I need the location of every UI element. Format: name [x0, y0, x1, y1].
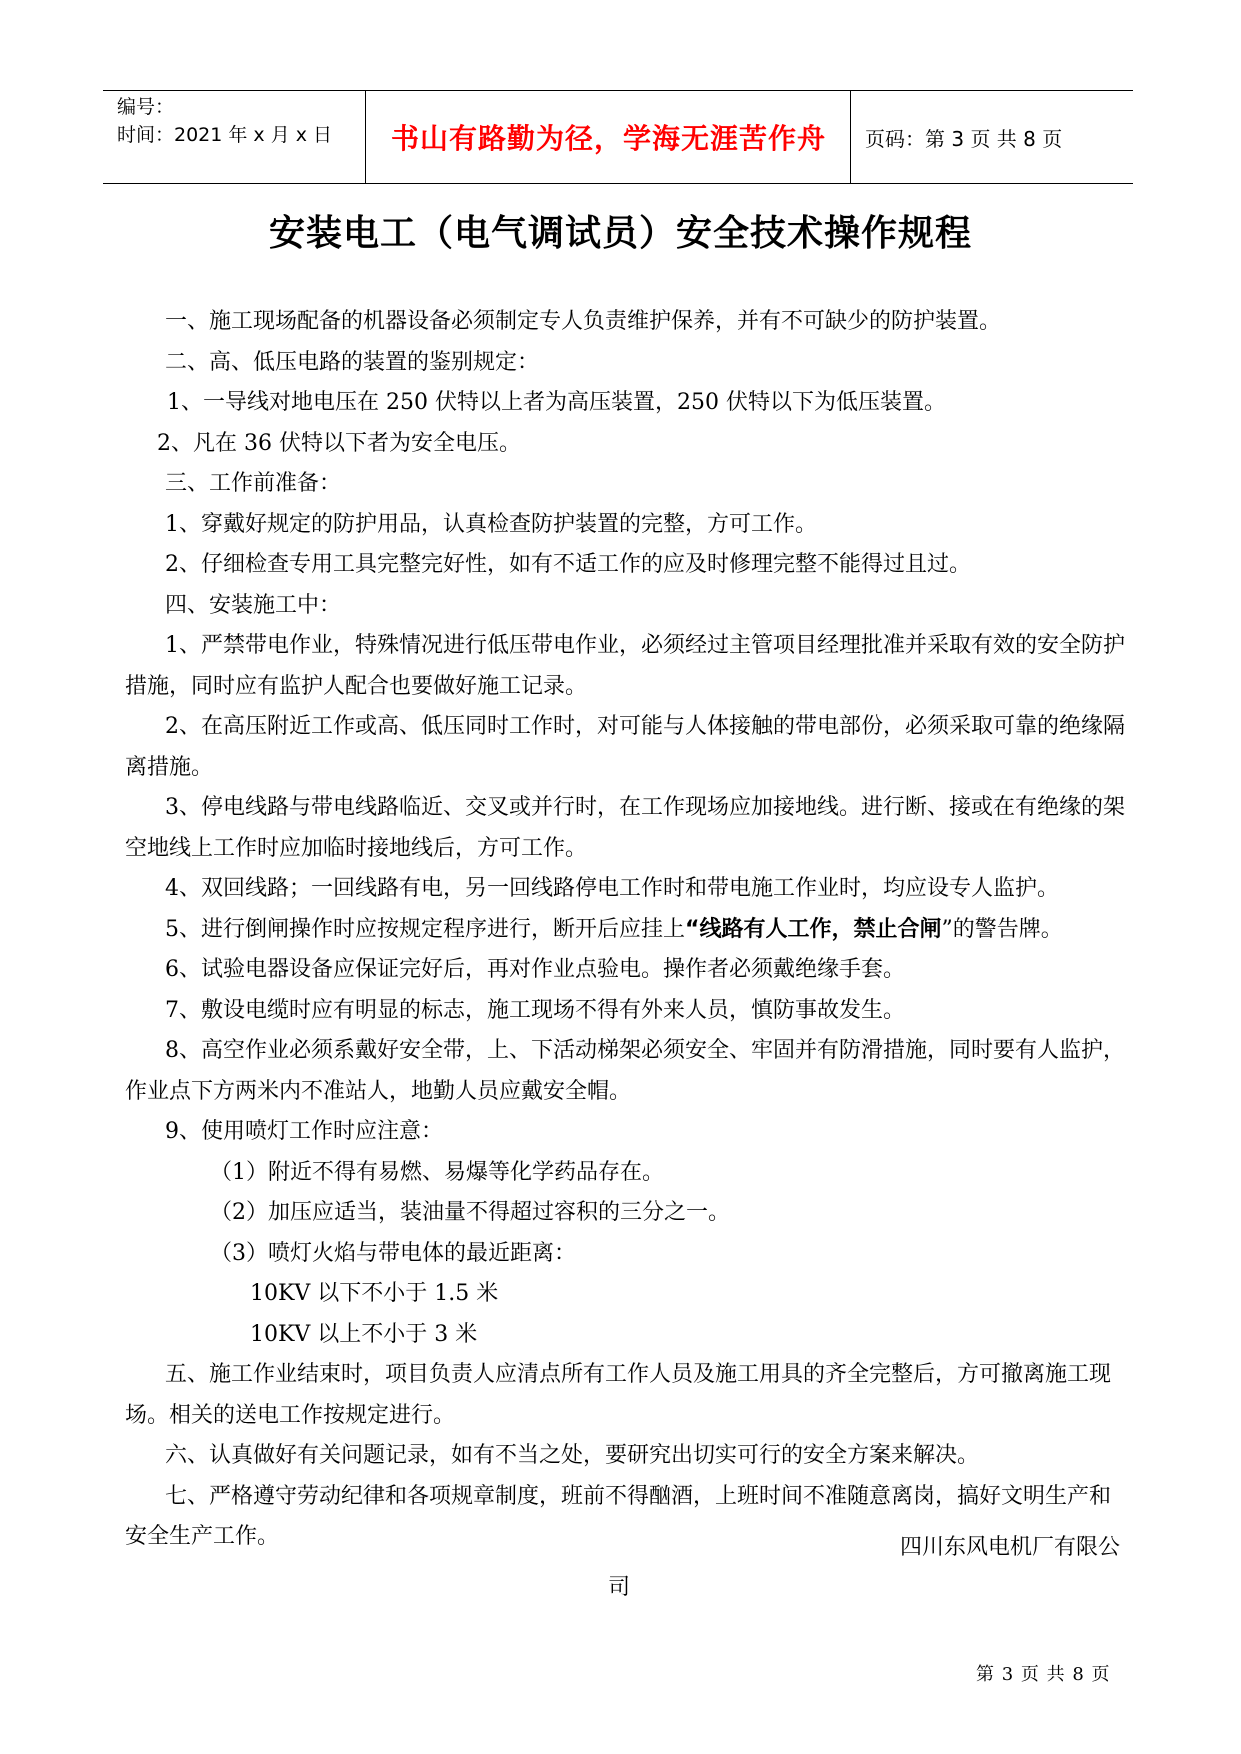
document-number-label: 编号： [117, 96, 175, 118]
warning-sign-text: “线路有人工作，禁止合闸 [685, 916, 942, 942]
paragraph: 二、高、低压电路的装置的鉴别规定： [165, 349, 540, 375]
header-left [117, 93, 332, 149]
paragraph: 4、双回线路；一回线路有电，另一回线路停电工作时和带电施工作业时，均应设专人监护。 [165, 876, 1060, 901]
sub-item: （3）喷灯火焰与带电体的最近距离： [210, 1240, 576, 1266]
header-page-code: 页码：第 3 页 共 8 页 [865, 126, 1063, 151]
page-footer: 第 3 页 共 8 页 [976, 1664, 1111, 1685]
paragraph: 六、认真做好有关问题记录，如有不当之处，要研究出切实可行的安全方案来解决。 [165, 1443, 980, 1468]
paragraph: 2、凡在 36 伏特以下者为安全电压。 [157, 430, 521, 456]
paragraph: 五、施工作业结束时，项目负责人应清点所有工作人员及施工用具的齐全完整后，方可撤离施工现场。相关的送电工作按规定进行。 [125, 1362, 1112, 1428]
paragraph: 2、仔细检查专用工具完整完好性，如有不适工作的应及时修理完整不能得过且过。 [165, 552, 971, 577]
document-body [125, 302, 1125, 1558]
sub-item: （2）加压应适当，装油量不得超过容积的三分之一。 [210, 1200, 730, 1225]
document-title: 安装电工（电气调试员）安全技术操作规程 [268, 213, 972, 254]
paragraph-warning-sign [125, 910, 1125, 951]
paragraph: 3、停电线路与带电线路临近、交叉或并行时，在工作现场应加接地线。进行断、接或在有绝缘的架空地线上工作时应加临时接地线后，方可工作。 [125, 795, 1126, 861]
distance-item: 10KV 以上不小于 3 米 [250, 1321, 478, 1347]
paragraph: 1、严禁带电作业，特殊情况进行低压带电作业，必须经过主管项目经理批准并采取有效的安全防护措施，同时应有监护人配合也要做好施工记录。 [125, 633, 1126, 699]
document-time-label: 时间：2021 年 x 月 x 日 [117, 124, 333, 146]
paragraph: 7、敷设电缆时应有明显的标志，施工现场不得有外来人员，慎防事故发生。 [165, 997, 905, 1023]
header-divider [365, 91, 366, 183]
distance-item: 10KV 以下不小于 1.5 米 [250, 1281, 499, 1306]
sub-item: （1）附近不得有易燃、易爆等化学药品存在。 [210, 1159, 664, 1185]
company-name-continued: 司 [608, 1575, 631, 1600]
paragraph: 1、穿戴好规定的防护用品，认真检查防护装置的完整，方可工作。 [165, 511, 817, 537]
company-name: 四川东风电机厂有限公 [900, 1535, 1121, 1560]
paragraph-text: ”的警告牌。 [941, 916, 1063, 942]
paragraph: 2、在高压附近工作或高、低压同时工作时，对可能与人体接触的带电部份，必须采取可靠的绝缘隔离措施。 [125, 714, 1126, 780]
paragraph: 一、施工现场配备的机器设备必须制定专人负责维护保养，并有不可缺少的防护装置。 [165, 309, 1002, 334]
paragraph: 8、高空作业必须系戴好安全带，上、下活动梯架必须安全、牢固并有防滑措施，同时要有人监护，作业点下方两米内不准站人，地勤人员应戴安全帽。 [125, 1038, 1126, 1104]
paragraph: 6、试验电器设备应保证完好后，再对作业点验电。操作者必须戴绝缘手套。 [165, 957, 905, 982]
paragraph: 三、工作前准备： [165, 471, 342, 496]
paragraph: 1、一导线对地电压在 250 伏特以上者为高压装置，250 伏特以下为低压装置。 [167, 390, 946, 415]
paragraph: 七、严格遵守劳动纪律和各项规章制度，班前不得酗酒，上班时间不准随意离岗，搞好文明生产和安全生产工作。 [125, 1483, 1112, 1549]
paragraph: 9、使用喷灯工作时应注意： [165, 1119, 443, 1144]
header-motto: 书山有路勤为径，学海无涯苦作舟 [390, 122, 826, 155]
paragraph-text: 5、进行倒闸操作时应按规定程序进行，断开后应挂上 [165, 916, 685, 942]
header-divider [850, 91, 851, 183]
paragraph: 四、安装施工中： [165, 592, 342, 618]
document-header [103, 90, 1133, 184]
